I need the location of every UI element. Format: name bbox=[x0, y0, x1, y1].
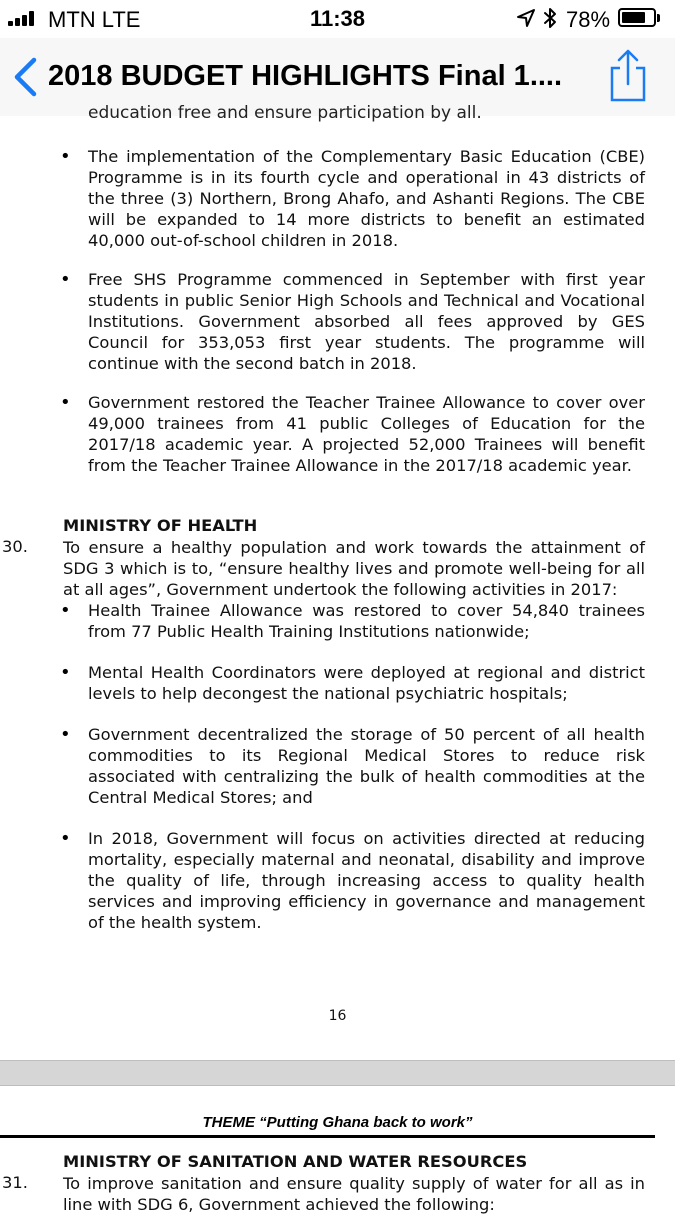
bullet-cbe: The implementation of the Complementary Basic Education (CBE) Programme is in its fourth cycle and operational in 43 districts of the three (3) Northern, Brong Ahafo, and Ashanti Regions. The CBE will be expanded to 14 more districts to benefit an estimated 40,000 out-of-school children in 2018. bbox=[88, 147, 645, 250]
document-title: 2018 BUDGET HIGHLIGHTS Final 1.... bbox=[48, 60, 563, 92]
bullet-marker: • bbox=[60, 600, 71, 621]
bullet-marker: • bbox=[60, 392, 71, 413]
battery-icon bbox=[618, 8, 656, 27]
bullet-marker: • bbox=[60, 269, 71, 290]
page-separator bbox=[0, 1060, 675, 1086]
bullet-teacher-trainee: Government restored the Teacher Trainee Allowance to cover over 49,000 trainees from 41 public Colleges of Education for the 2017/18 academic year. A projected 52,000 Trainees will benefit from the Teacher Trainee Allowance in the 2017/18 academic year. bbox=[88, 393, 645, 475]
battery-percent: 78% bbox=[566, 7, 611, 32]
pdf-document[interactable] bbox=[0, 103, 675, 1214]
heading-ministry-of-sanitation: MINISTRY OF SANITATION AND WATER RESOURCES bbox=[63, 1152, 528, 1171]
paragraph-number: 30. bbox=[2, 537, 28, 556]
bluetooth-icon bbox=[542, 6, 558, 30]
battery-tip bbox=[657, 14, 660, 22]
theme-divider bbox=[0, 1135, 655, 1138]
page-theme-header: THEME “Putting Ghana back to work” bbox=[202, 1114, 473, 1131]
health-intro: To ensure a healthy population and work towards the attainment of SDG 3 which is to, “ensure healthy lives and promote well-being for all at all ages”, Government undertook the following activities in 2017: bbox=[63, 538, 645, 599]
sanitation-intro: To improve sanitation and ensure quality supply of water for all as in line with SDG 6, Government achieved the following: bbox=[63, 1174, 645, 1214]
bullet-marker: • bbox=[60, 828, 71, 849]
chevron-left-icon[interactable] bbox=[10, 56, 40, 98]
location-arrow-icon bbox=[516, 8, 536, 28]
clock: 11:38 bbox=[309, 6, 366, 31]
cut-off-text-line: education free and ensure participation by all. bbox=[88, 103, 482, 123]
bullet-2018-focus: In 2018, Government will focus on activities directed at reducing mortality, especially maternal and neonatal, disability and improve the quality of life, through increasing access to quality health services and improving efficiency in governance and management of the health system. bbox=[88, 829, 645, 932]
share-icon[interactable] bbox=[606, 48, 650, 104]
bullet-marker: • bbox=[60, 146, 71, 167]
bullet-storage: Government decentralized the storage of 50 percent of all health commodities to its Regional Medical Stores to reduce risk associated with centralizing the bulk of health commodities at the Central Medical Stores; and bbox=[88, 725, 645, 807]
bullet-mental-health: Mental Health Coordinators were deployed at regional and district levels to help decongest the national psychiatric hospitals; bbox=[88, 663, 645, 703]
carrier-label: MTN LTE bbox=[48, 7, 141, 32]
page-number: 16 bbox=[328, 1008, 347, 1024]
heading-ministry-of-health: MINISTRY OF HEALTH bbox=[63, 516, 258, 535]
bullet-marker: • bbox=[60, 662, 71, 683]
status-bar bbox=[0, 0, 675, 38]
paragraph-number: 31. bbox=[2, 1173, 28, 1192]
bullet-marker: • bbox=[60, 724, 71, 745]
bullet-free-shs: Free SHS Programme commenced in September with first year students in public Senior High Schools and Technical and Vocational Institutions. Government absorbed all fees approved by GES Council for 353,053 first year students. The programme will continue with the second batch in 2018. bbox=[88, 270, 645, 373]
bullet-health-trainee: Health Trainee Allowance was restored to cover 54,840 trainees from 77 Public Health Training Institutions nationwide; bbox=[88, 601, 645, 641]
